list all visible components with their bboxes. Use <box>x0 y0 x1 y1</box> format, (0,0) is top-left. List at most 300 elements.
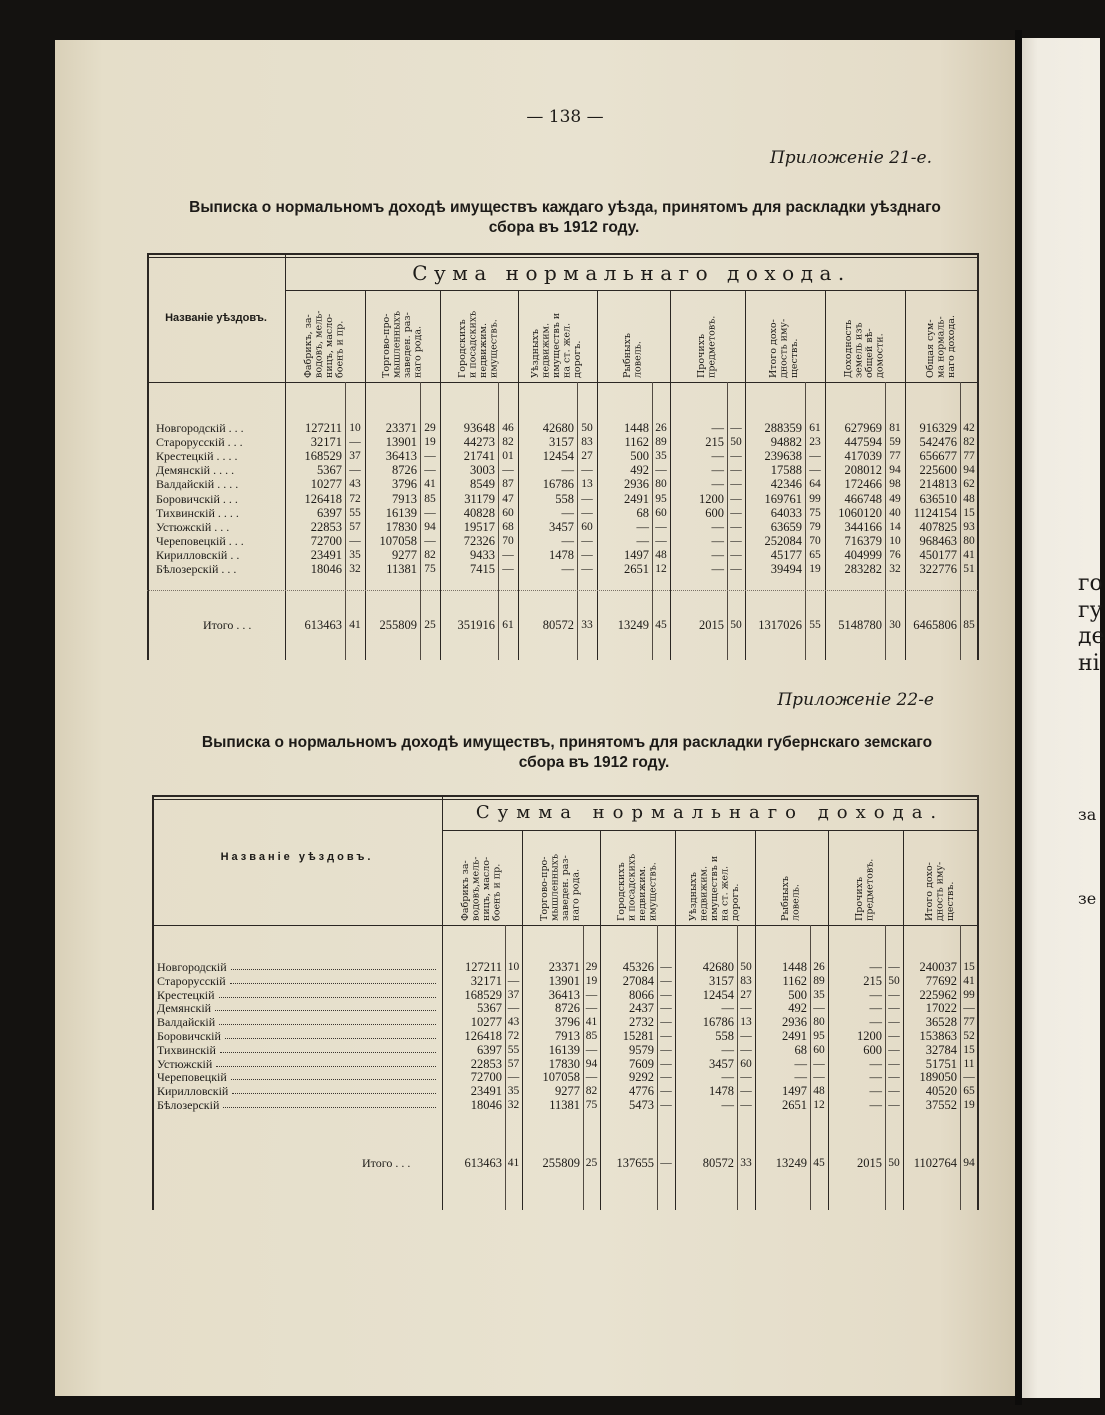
rubles-cell: 214813 <box>919 477 957 491</box>
rubles-cell: — <box>721 1043 734 1057</box>
column-header <box>828 834 903 921</box>
total-label-text: Итого . . . <box>362 1156 411 1170</box>
column-header-line: Прочихъ <box>854 876 865 921</box>
rubles-cell: 32171 <box>470 974 502 988</box>
column-header-line: недвижим. <box>636 866 648 921</box>
kopecks-cell: 12 <box>813 1099 825 1111</box>
column-header-line: Фабрикъ, за- <box>303 314 314 378</box>
rubles-cell: 2732 <box>629 1015 654 1029</box>
table-rule <box>147 257 978 258</box>
rubles-cell: 168529 <box>464 988 502 1002</box>
rubles-cell: 23491 <box>310 548 342 562</box>
column-header <box>365 294 440 378</box>
rubles-cell: 1200 <box>699 492 724 506</box>
kopecks-cell: 41 <box>349 619 361 631</box>
rubles-cell: 16786 <box>702 1015 734 1029</box>
kopecks-cell: — <box>730 563 742 575</box>
district-name-text: Демянскій . . . . <box>156 463 235 477</box>
column-header-line: ницъ, масло- <box>481 856 492 921</box>
rubles-cell: 3003 <box>470 463 495 477</box>
column-header-line: ществъ. <box>789 338 801 378</box>
rubles-cell: 68 <box>794 1043 807 1057</box>
rubles-cell: 1162 <box>782 974 807 988</box>
column-header-line: Рыбныхъ <box>780 876 791 921</box>
kopecks-cell: 87 <box>502 478 514 490</box>
kopecks-cell: — <box>740 1071 752 1083</box>
table-row <box>0 421 1100 435</box>
column-header-line: заведен. раз- <box>401 312 413 378</box>
kopecks-cell: — <box>585 989 598 1001</box>
table-row <box>0 506 1100 520</box>
kopecks-cell: 15 <box>963 1044 975 1056</box>
rubles-cell: 613463 <box>304 618 342 632</box>
rubles-cell: 19517 <box>463 520 495 534</box>
kopecks-cell: — <box>730 478 742 490</box>
district-name <box>156 421 281 435</box>
kopecks-cell: 10 <box>889 535 901 547</box>
district-name-text: Устюжскій . . . <box>156 520 230 534</box>
column-header-line: дность иму- <box>934 861 946 921</box>
kopecks-cell: 35 <box>349 549 361 561</box>
rubles-cell: 10277 <box>310 477 342 491</box>
rubles-cell: 45177 <box>770 548 802 562</box>
kopecks-cell: 72 <box>507 1030 520 1042</box>
kopecks-cell: 13 <box>581 478 593 490</box>
leader-dots <box>230 983 436 984</box>
kopecks-cell: 93 <box>963 521 975 533</box>
rubles-cell: 2491 <box>624 492 649 506</box>
column-header-text <box>304 294 346 378</box>
district-name-text: Валдайскій . . . . <box>156 477 239 491</box>
kopecks-cell: — <box>730 549 742 561</box>
district-name-text: Тихвинскій . . . . <box>156 506 239 520</box>
table-row <box>0 1057 1100 1071</box>
district-name <box>156 548 281 562</box>
rubles-cell: — <box>869 988 882 1002</box>
column-header-line: Рыбныхъ <box>622 333 633 378</box>
kopecks-cell: — <box>585 1044 598 1056</box>
district-name-text: Новгородскій . . . <box>156 421 244 435</box>
rubles-cell: 127211 <box>304 421 342 435</box>
kopecks-cell: — <box>424 535 436 547</box>
kopecks-cell: — <box>349 535 361 547</box>
rubles-cell: 42680 <box>702 960 734 974</box>
kopecks-cell: — <box>660 989 672 1001</box>
page-number: — 138 — <box>526 107 604 127</box>
column-header-text <box>844 294 886 378</box>
column-header-line: Торгово-про- <box>539 856 550 921</box>
rubles-cell: — <box>794 1070 807 1084</box>
rubles-cell: 404999 <box>844 548 882 562</box>
district-name <box>156 435 281 449</box>
rubles-cell: 42346 <box>770 477 802 491</box>
rubles-cell: 2936 <box>782 1015 807 1029</box>
district-name <box>156 492 281 506</box>
rubles-cell: 1448 <box>782 960 807 974</box>
column-header-line: на ст. жел. <box>719 865 731 921</box>
kopecks-cell: 37 <box>507 989 520 1001</box>
column-header-line: и посадскихъ <box>626 853 637 921</box>
kopecks-cell: 45 <box>813 1157 825 1169</box>
rubles-cell: 542476 <box>919 435 957 449</box>
kopecks-cell: 94 <box>889 464 901 476</box>
rubles-cell: 189050 <box>919 1070 957 1084</box>
district-name <box>156 534 281 548</box>
rubles-cell: 4776 <box>629 1084 654 1098</box>
column-header-line: имуществъ. <box>647 862 658 921</box>
column-header-line: Итого дохо- <box>768 319 780 378</box>
appendix-label: Приложеніе 22-е <box>777 690 934 710</box>
kopecks-cell: — <box>581 493 593 505</box>
rubles-cell: 2491 <box>782 1029 807 1043</box>
rubles-cell: 466748 <box>844 492 882 506</box>
kopecks-cell: 19 <box>424 436 436 448</box>
kopecks-cell: — <box>424 507 436 519</box>
kopecks-cell: 89 <box>813 975 825 987</box>
district-name-text: Крестецкій . . . . <box>156 449 238 463</box>
rubles-cell: — <box>711 562 724 576</box>
column-header-line: предметовъ. <box>706 315 718 378</box>
rubles-cell: — <box>561 463 574 477</box>
rubles-cell: 252084 <box>764 534 802 548</box>
kopecks-cell: 19 <box>585 975 598 987</box>
rubles-cell: 283282 <box>844 562 882 576</box>
kopecks-cell: 60 <box>740 1058 752 1070</box>
rubles-cell: 16139 <box>548 1043 580 1057</box>
column-header <box>518 294 597 378</box>
rubles-cell: 36528 <box>925 1015 957 1029</box>
rubles-cell: 255809 <box>542 1156 580 1170</box>
rubles-cell: 63659 <box>770 520 802 534</box>
kopecks-cell: — <box>740 1044 752 1056</box>
kopecks-cell: — <box>888 1030 900 1042</box>
kopecks-cell: 68 <box>502 521 514 533</box>
right-page-edge <box>1022 38 1105 1398</box>
rubles-cell: 3157 <box>709 974 734 988</box>
rubles-cell: 225600 <box>919 463 957 477</box>
column-header-text <box>697 294 718 378</box>
kopecks-cell: — <box>660 1030 672 1042</box>
kopecks-cell: — <box>585 1002 598 1014</box>
column-header-text <box>458 294 500 378</box>
kopecks-cell: — <box>507 975 520 987</box>
column-header-text <box>540 834 582 921</box>
right-page-fragment: за <box>1078 805 1097 824</box>
district-name-text: Бѣлозерскій <box>157 1098 220 1112</box>
rubles-cell: 7415 <box>470 562 495 576</box>
column-header <box>903 834 978 921</box>
rubles-cell: 7913 <box>392 492 417 506</box>
kopecks-cell: — <box>730 450 742 462</box>
table-rule <box>152 925 978 926</box>
rubles-cell: 7609 <box>629 1057 654 1071</box>
kopecks-cell: 72 <box>349 493 361 505</box>
rubles-cell: 1478 <box>709 1084 734 1098</box>
appendix-label: Приложеніе 21-е. <box>769 148 932 168</box>
kopecks-cell: 37 <box>349 450 361 462</box>
rubles-cell: 2936 <box>624 477 649 491</box>
kopecks-cell: 83 <box>581 436 593 448</box>
kopecks-cell: — <box>581 563 593 575</box>
rubles-cell: 613463 <box>464 1156 502 1170</box>
district-name <box>157 1070 438 1084</box>
kopecks-cell: 99 <box>809 493 821 505</box>
kopecks-cell: 46 <box>502 422 514 434</box>
rubles-cell: 126418 <box>464 1029 502 1043</box>
rubles-cell: 351916 <box>457 618 495 632</box>
rubles-cell: 2015 <box>857 1156 882 1170</box>
kopecks-cell: 23 <box>809 436 821 448</box>
rubles-cell: 13249 <box>775 1156 807 1170</box>
kopecks-cell: 57 <box>507 1058 520 1070</box>
kopecks-cell: 33 <box>581 619 593 631</box>
kopecks-cell: — <box>888 961 900 973</box>
kopecks-cell: 43 <box>507 1016 520 1028</box>
kopecks-cell: 41 <box>963 549 975 561</box>
column-header-line: недвижим. <box>540 323 552 378</box>
rubles-cell: 1448 <box>624 421 649 435</box>
table-row <box>0 492 1100 506</box>
rubles-cell: 64033 <box>770 506 802 520</box>
column-header-line: Городскихъ <box>615 862 627 921</box>
kopecks-cell: 26 <box>813 961 825 973</box>
kopecks-cell: 57 <box>349 521 361 533</box>
column-header <box>600 834 675 921</box>
rubles-cell: 21741 <box>463 449 495 463</box>
rubles-cell: 3157 <box>549 435 574 449</box>
kopecks-cell: 29 <box>585 961 598 973</box>
kopecks-cell: — <box>660 1071 672 1083</box>
kopecks-cell: 50 <box>581 422 593 434</box>
rubles-cell: 450177 <box>919 548 957 562</box>
rubles-cell: 68 <box>636 506 649 520</box>
rubles-cell: 1497 <box>782 1084 807 1098</box>
rubles-cell: 23491 <box>470 1084 502 1098</box>
page-gutter <box>1015 30 1022 1405</box>
district-name-text: Кирилловскій <box>157 1084 229 1098</box>
kopecks-cell: — <box>655 464 667 476</box>
column-header <box>522 834 600 921</box>
rubles-cell: 51751 <box>925 1057 957 1071</box>
kopecks-cell: — <box>730 507 742 519</box>
column-header-line: Прочихъ <box>696 333 707 378</box>
rubles-cell: — <box>794 1057 807 1071</box>
kopecks-cell: — <box>660 1099 672 1111</box>
kopecks-cell: — <box>888 1002 900 1014</box>
kopecks-cell: — <box>660 1157 672 1169</box>
rubles-cell: — <box>711 449 724 463</box>
kopecks-cell: — <box>813 1058 825 1070</box>
rubles-cell: 23371 <box>385 421 417 435</box>
rubles-cell: 288359 <box>764 421 802 435</box>
district-name-text: Старорусскій <box>157 974 226 988</box>
district-name <box>156 463 281 477</box>
kopecks-cell: 15 <box>963 507 975 519</box>
column-header-text <box>855 834 876 921</box>
kopecks-cell: — <box>660 961 672 973</box>
kopecks-cell: — <box>730 422 742 434</box>
rubles-cell: 492 <box>630 463 649 477</box>
rubles-cell: 13249 <box>617 618 649 632</box>
column-header-text <box>926 294 958 378</box>
rubles-cell: 40828 <box>463 506 495 520</box>
district-name-text: Череповецкій <box>157 1070 227 1084</box>
rubles-cell: — <box>869 1001 882 1015</box>
column-header <box>755 834 828 921</box>
kopecks-cell: 35 <box>813 989 825 1001</box>
column-header-line: Доходность <box>843 319 854 378</box>
district-name <box>157 1001 438 1015</box>
column-header-line: домости. <box>874 333 886 378</box>
rubles-cell: 22853 <box>470 1057 502 1071</box>
rubles-cell: 72700 <box>470 1070 502 1084</box>
rubles-cell: 6397 <box>317 506 342 520</box>
rubles-cell: — <box>711 421 724 435</box>
kopecks-cell: 27 <box>740 989 752 1001</box>
rubles-cell: 16786 <box>542 477 574 491</box>
table-row <box>0 1098 1100 1112</box>
kopecks-cell: 43 <box>349 478 361 490</box>
column-header-text <box>382 294 424 378</box>
table-row <box>0 548 1100 562</box>
district-name-text: Боровичскій <box>157 1029 221 1043</box>
table-rule <box>147 253 978 255</box>
column-header-text <box>531 294 584 378</box>
column-header-line: наго рода. <box>412 325 423 378</box>
rubles-cell: 344166 <box>844 520 882 534</box>
rubles-cell: 5367 <box>477 1001 502 1015</box>
rubles-cell: — <box>561 506 574 520</box>
kopecks-cell: 50 <box>730 436 742 448</box>
kopecks-cell: 65 <box>809 549 821 561</box>
kopecks-cell: 77 <box>889 450 901 462</box>
kopecks-cell: 83 <box>740 975 752 987</box>
rubles-cell: 558 <box>715 1029 734 1043</box>
rubles-cell: 37552 <box>925 1098 957 1112</box>
rubles-cell: 126418 <box>304 492 342 506</box>
kopecks-cell: — <box>660 1085 672 1097</box>
rubles-cell: 72326 <box>463 534 495 548</box>
rubles-cell: 127211 <box>464 960 502 974</box>
kopecks-cell: 70 <box>502 535 514 547</box>
kopecks-cell: 60 <box>655 507 667 519</box>
rubles-cell: 5148780 <box>838 618 882 632</box>
kopecks-cell: — <box>507 1071 520 1083</box>
kopecks-cell: 26 <box>655 422 667 434</box>
kopecks-cell: 41 <box>424 478 436 490</box>
table-row <box>0 1015 1100 1029</box>
district-name-text: Старорусскій . . . <box>156 435 243 449</box>
column-header-line: недвижим. <box>478 323 489 378</box>
kopecks-cell: 50 <box>740 961 752 973</box>
column-header <box>285 294 365 378</box>
kopecks-cell: 15 <box>963 961 975 973</box>
kopecks-cell: — <box>730 521 742 533</box>
leader-dots <box>231 1079 436 1080</box>
column-header-line: ницъ, масло- <box>324 313 335 378</box>
kopecks-cell: 41 <box>585 1016 598 1028</box>
column-header <box>745 294 825 378</box>
table-row <box>0 1070 1100 1084</box>
kopecks-cell: — <box>660 1002 672 1014</box>
kopecks-cell: 95 <box>655 493 667 505</box>
rubles-cell: 9579 <box>629 1043 654 1057</box>
rubles-cell: 8726 <box>392 463 417 477</box>
column-header-line: ма нормаль- <box>935 316 947 378</box>
rubles-cell: 11381 <box>386 562 417 576</box>
rubles-cell: — <box>721 1070 734 1084</box>
leader-dots <box>225 1038 436 1039</box>
rubles-cell: 636510 <box>919 492 957 506</box>
kopecks-cell: 48 <box>963 493 975 505</box>
right-page-fragment: де <box>1078 624 1105 649</box>
leader-dots <box>219 1024 436 1025</box>
kopecks-cell: 94 <box>963 464 975 476</box>
rubles-cell: — <box>561 562 574 576</box>
column-header-line: имуществъ. <box>488 319 500 378</box>
rubles-cell: 215 <box>863 974 882 988</box>
rubles-cell: 3796 <box>555 1015 580 1029</box>
rubles-cell: 968463 <box>919 534 957 548</box>
column-header-line: земель изъ <box>853 322 865 378</box>
kopecks-cell: — <box>660 1058 672 1070</box>
column-header-line: Итого дохо- <box>923 862 935 921</box>
district-name-text: Новгородскій <box>157 960 227 974</box>
kopecks-cell: 14 <box>889 521 901 533</box>
left-page <box>55 40 1015 1396</box>
rubles-cell: — <box>869 1057 882 1071</box>
column-header-text <box>617 834 659 921</box>
kopecks-cell: 70 <box>809 535 821 547</box>
column-header-text <box>623 294 644 378</box>
rubles-cell: 6397 <box>477 1043 502 1057</box>
column-header-line: общей вѣ- <box>864 328 875 378</box>
column-header-line: боенъ и пр. <box>334 320 346 378</box>
kopecks-cell: — <box>888 1058 900 1070</box>
district-name <box>157 1043 438 1057</box>
rubles-cell: 94882 <box>770 435 802 449</box>
kopecks-cell: 80 <box>655 478 667 490</box>
rubles-cell: 3457 <box>549 520 574 534</box>
kopecks-cell: 61 <box>809 422 821 434</box>
kopecks-cell: 80 <box>813 1016 825 1028</box>
rubles-cell: — <box>721 1001 734 1015</box>
kopecks-cell: — <box>655 521 667 533</box>
kopecks-cell: 60 <box>502 507 514 519</box>
column-header-line: Торгово-про- <box>380 313 392 378</box>
table-title-line: Выписка о нормальномъ доходѣ имуществъ каждаго уѣзда, принятомъ для раскладки уѣзднаго <box>189 199 941 216</box>
kopecks-cell: — <box>963 1002 975 1014</box>
kopecks-cell: 25 <box>424 619 436 631</box>
rubles-cell: 12454 <box>542 449 574 463</box>
column-header-line: имуществъ и <box>708 855 720 921</box>
group-header: Сумма нормальнаго дохода. <box>475 802 945 823</box>
rubles-cell: 18046 <box>310 562 342 576</box>
column-header-line: на ст. жел. <box>561 322 573 378</box>
column-header-line: наго дохода. <box>945 315 957 378</box>
total-label-text: Итого . . . <box>203 618 252 632</box>
kopecks-cell: 77 <box>963 1016 975 1028</box>
table-rule <box>147 590 978 591</box>
column-header-line: дорогъ. <box>729 883 741 921</box>
rubles-cell: 600 <box>863 1043 882 1057</box>
kopecks-cell: 55 <box>809 619 821 631</box>
district-name <box>156 506 281 520</box>
leader-dots <box>231 969 436 970</box>
district-name <box>157 1029 438 1043</box>
rubles-cell: 23371 <box>548 960 580 974</box>
kopecks-cell: — <box>581 549 593 561</box>
